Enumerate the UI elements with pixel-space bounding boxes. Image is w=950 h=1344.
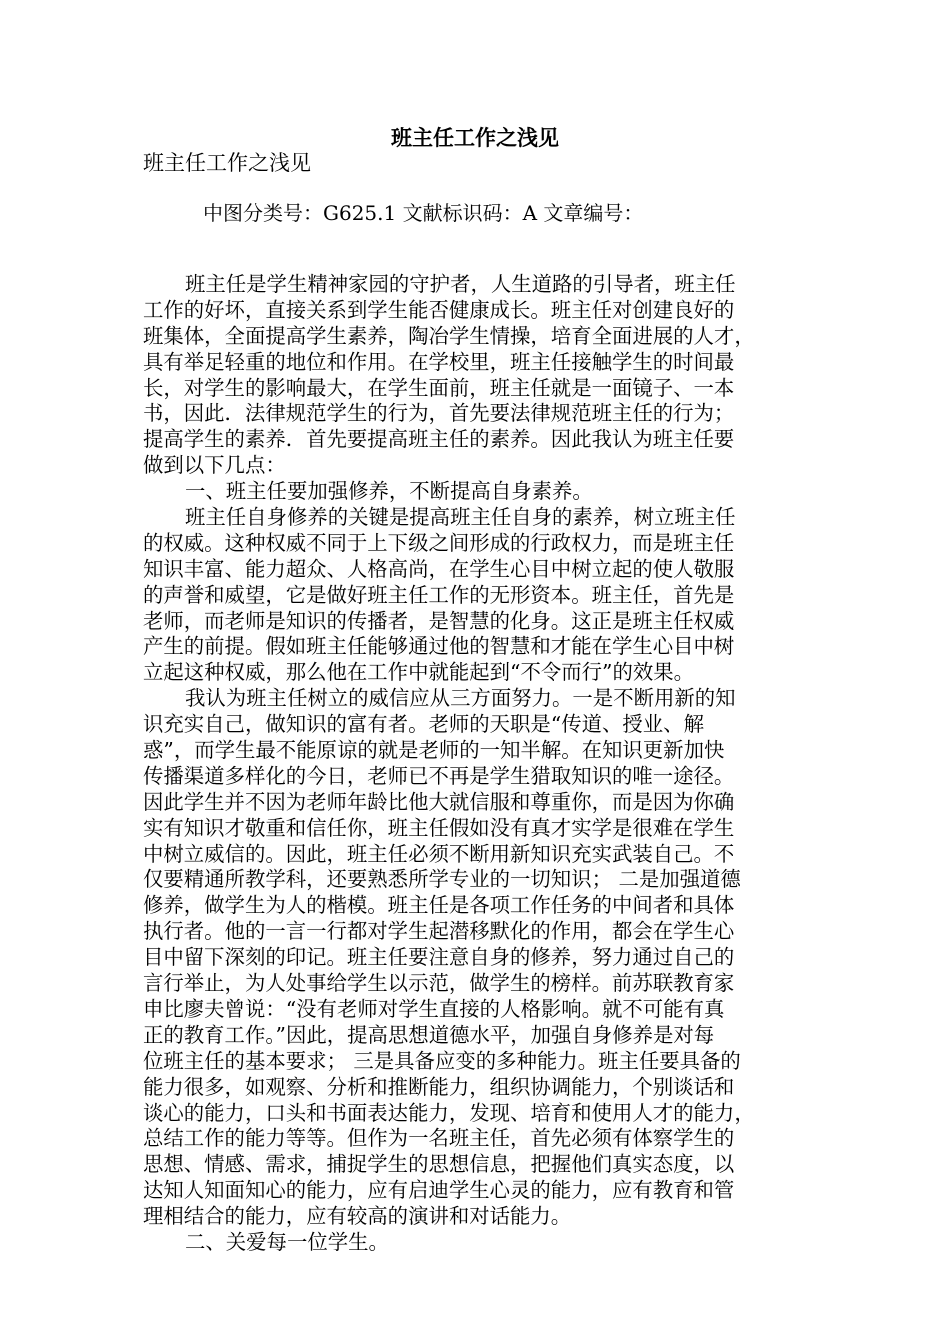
text-line: 二、关爱每一位学生。 <box>185 1229 389 1254</box>
text-line: 的声誉和威望，它是做好班主任工作的无形资本。班主任，首先是 <box>143 582 735 607</box>
text-line: 理相结合的能力，应有较高的演讲和对话能力。 <box>143 1204 572 1229</box>
text-line: 产生的前提。假如班主任能够通过他的智慧和才能在学生心目中树 <box>143 634 735 659</box>
text-line: 识充实自己，做知识的富有者。老师的天职是“传道、授业、解 <box>143 712 704 737</box>
text-line: 谈心的能力，口头和书面表达能力，发现、培育和使用人才的能力， <box>143 1100 755 1125</box>
text-line: 正的教育工作。”因此，提高思想道德水平，加强自身修养是对每 <box>143 1022 715 1047</box>
text-line: 中树立威信的。因此，班主任必须不断用新知识充实武装自己。不 <box>143 841 735 866</box>
text-line: 仅要精通所教学科，还要熟悉所学专业的一切知识； 二是加强道德 <box>143 867 741 892</box>
text-line: 能力很多，如观察、分析和推断能力，组织协调能力，个别谈话和 <box>143 1074 735 1099</box>
text-line: 目中留下深刻的印记。班主任要注意自身的修养，努力通过自己的 <box>143 945 735 970</box>
text-line: 因此学生并不因为老师年龄比他大就信服和尊重你，而是因为你确 <box>143 789 735 814</box>
text-line: 一、班主任要加强修养，不断提高自身素养。 <box>185 479 593 504</box>
text-line: 长，对学生的影响最大，在学生面前，班主任就是一面镜子、一本 <box>143 375 735 400</box>
text-line: 传播渠道多样化的今日，老师已不再是学生猎取知识的唯一途径。 <box>143 763 735 788</box>
text-line: 位班主任的基本要求； 三是具备应变的多种能力。班主任要具备的 <box>143 1048 741 1073</box>
text-line: 班主任自身修养的关键是提高班主任自身的素养，树立班主任 <box>185 505 736 530</box>
text-line: 做到以下几点： <box>143 453 286 478</box>
text-line: 立起这种权威，那么他在工作中就能起到“不令而行”的效果。 <box>143 660 695 685</box>
text-line: 工作的好坏，直接关系到学生能否健康成长。班主任对创建良好的 <box>143 297 735 322</box>
text-line: 总结工作的能力等等。但作为一名班主任，首先必须有体察学生的 <box>143 1126 735 1151</box>
text-line: 的权威。这种权威不同于上下级之间形成的行政权力，而是班主任 <box>143 530 735 555</box>
text-line: 申比廖夫曾说：“没有老师对学生直接的人格影响。就不可能有真 <box>143 996 725 1021</box>
text-line: 达知人知面知心的能力，应有启迪学生心灵的能力，应有教育和管 <box>143 1178 735 1203</box>
text-line: 执行者。他的一言一行都对学生起潜移默化的作用，都会在学生心 <box>143 919 735 944</box>
text-line: 知识丰富、能力超众、人格高尚，在学生心目中树立起的使人敬服 <box>143 556 735 581</box>
text-line: 书，因此．法律规范学生的行为，首先要法律规范班主任的行为； <box>143 401 735 426</box>
text-line: 具有举足轻重的地位和作用。在学校里，班主任接触学生的时间最 <box>143 349 735 374</box>
text-line: 言行举止，为人处事给学生以示范，做学生的榜样。前苏联教育家 <box>143 971 735 996</box>
text-line: 思想、情感、需求，捕捉学生的思想信息，把握他们真实态度，以 <box>143 1152 735 1177</box>
text-line: 提高学生的素养．首先要提高班主任的素养。因此我认为班主任要 <box>143 427 735 452</box>
text-line: 实有知识才敬重和信任你，班主任假如没有真才实学是很难在学生 <box>143 815 735 840</box>
document-title: 班主任工作之浅见 <box>391 125 559 150</box>
classification-info: 中图分类号：G625.1 文献标识码：A 文章编号： <box>203 201 644 225</box>
article-body <box>143 272 807 1256</box>
text-line: 班主任是学生精神家园的守护者，人生道路的引导者，班主任 <box>185 272 736 296</box>
text-line: 老师，而老师是知识的传播者，是智慧的化身。这正是班主任权威 <box>143 608 735 633</box>
text-line: 修养，做学生为人的楷模。班主任是各项工作任务的中间者和具体 <box>143 893 735 918</box>
text-line: 班集体，全面提高学生素养，陶冶学生情操，培育全面进展的人才， <box>143 323 755 348</box>
text-line: 我认为班主任树立的威信应从三方面努力。一是不断用新的知 <box>185 686 736 711</box>
text-line: 惑”，而学生最不能原谅的就是老师的一知半解。在知识更新加快 <box>143 738 725 763</box>
document-subtitle: 班主任工作之浅见 <box>143 151 311 175</box>
